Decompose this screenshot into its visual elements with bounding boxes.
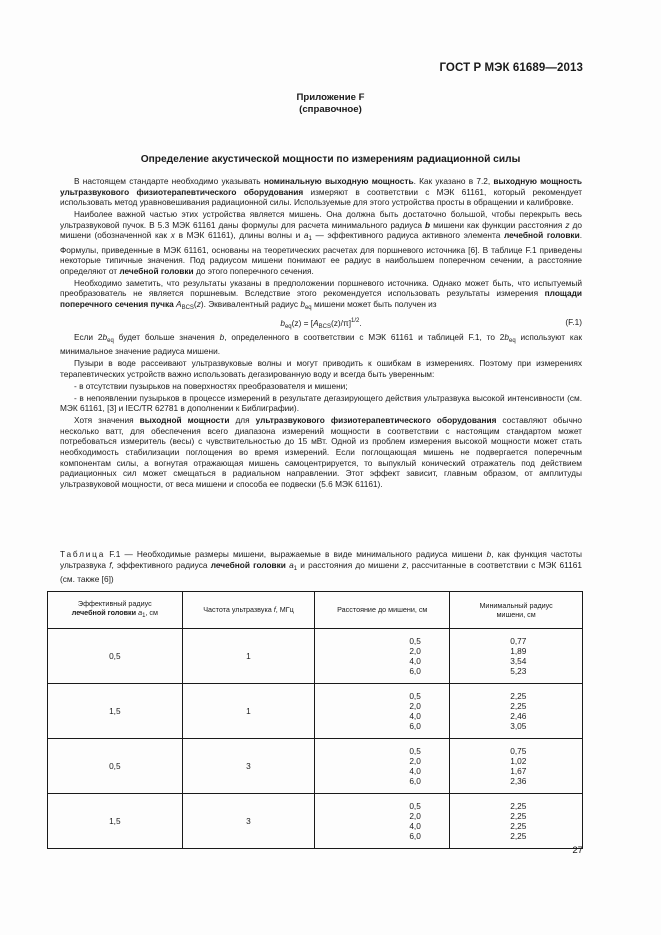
paragraph-8: Хотя значения выходной мощности для ультразвукового физиотерапевтического оборудования составляют обычно несколько ватт, для обеспечения всего диапазона измерений мощности в соответствии с настоящим стандартом может потребоваться измеритель (весы) с чувствительностью до 15 мВт. Одной из проблем измерения высокой мощности может стать необходимость стабилизации поглощения во время измерений. Если поглощающая мишень не подвергается поперечным компонентам силы, а вогнутая отражающая мишень самоцентрируется, то выпуклый конический отражатель под действием радиационных сил может смещаться в радиальном направлении. Этот эффект зависит, главным образом, от амплитуды ультразвуковой мощности, от веса мишени и способа ее подвески (5.6 МЭК 61161).: [60, 415, 582, 489]
cell-distances: 0,5 2,0 4,0 6,0: [315, 739, 450, 794]
header-min-radius: Минимальный радиус мишени, см: [450, 592, 583, 629]
header-effective-radius: Эффективный радиус лечебной головки $a_1$, см: [48, 592, 183, 629]
table-row: [48, 629, 583, 684]
cell-min-radius: 0,75 1,02 1,67 2,36: [450, 739, 583, 794]
section-title: Определение акустической мощности по измерениям радиационной силы: [140, 154, 521, 165]
appendix-label: Приложение F: [296, 92, 365, 103]
paragraph-5: Пузыри в воде рассеивают ультразвуковые волны и могут приводить к ошибкам в измерениях. Поэтому при измерениях терапевтических устройств важно использовать дегазированную воду и всегда быть уверенным:: [60, 358, 582, 379]
paragraph-6: - в отсутствии пузырьков на поверхностях преобразователя и мишени;: [74, 380, 348, 391]
table-row: [48, 739, 583, 794]
cell-distances: 0,5 2,0 4,0 6,0: [315, 794, 450, 849]
table-caption: Таблица F.1 — Необходимые размеры мишени, выражаемые в виде минимального радиуса мишени b, как функция частоты ультразвука f, эффективного радиуса лечебной головки $a_1$ и расстояния до мишени z, рассчитанные в соответствии с МЭК 61161 (см. также [6]): [60, 549, 583, 585]
paragraph-3: Необходимо заметить, что результаты указаны в предположении поршневого источника. Однако может быть, что испытуемый преобразователь не является поршневым. Вследствие этого рекомендуется использовать результаты измерения площади поперечного сечения пучка $A_{BCS}(z)$. Эквивалентный радиус $b_{eq}$ мишени может быть получен из: [60, 277, 582, 312]
appendix-type: (справочное): [299, 104, 362, 115]
paragraph-2: Наиболее важной частью этих устройства является мишень. Она должна быть достаточно большой, чтобы перекрыть весь ультразвуковой пучок. В 5.3 МЭК 61161 даны формулы для расчета минимального радиуса b мишени как функции расстояния z до мишени (обозначенной как x в МЭК 61161), длины волны и $a_1$ — эффективного радиуса активного элемента лечебной головки. Формулы, приведенные в МЭК 61161, основаны на теоретических расчетах для поршневого источника [6]. В таблице F.1 приведены некоторые типичные значения. Под радиусом мишени понимают ее радиус в наибольшем поперечном сечении, а расстояние определяют от лечебной головки до этого поперечного сечения.: [60, 209, 582, 276]
target-size-table: [47, 591, 583, 849]
cell-min-radius: 2,25 2,25 2,46 3,05: [450, 684, 583, 739]
header-distance: Расстояние до мишени, см: [315, 592, 450, 629]
formula-f1: $b_{eq}(z) = [A_{BCS}(z)/\pi]^{1/2}$. (F.1): [280, 316, 582, 331]
appendix-heading: [0, 92, 661, 116]
table-row: [48, 684, 583, 739]
table-row: [48, 794, 583, 849]
cell-radius: 1,5: [48, 684, 183, 739]
formula-number: (F.1): [565, 316, 582, 327]
paragraph-4: Если $2b_{eq}$ будет больше значения b, определенного в соответствии с МЭК 61161 и таблицей F.1, то $2b_{eq}$ используют как минимальное значение радиуса мишени.: [60, 331, 582, 357]
header-frequency: Частота ультразвука f, МГц: [182, 592, 315, 629]
cell-min-radius: 0,77 1,89 3,54 5,23: [450, 629, 583, 684]
body-text: [60, 176, 582, 491]
cell-frequency: 3: [182, 794, 315, 849]
cell-min-radius: 2,25 2,25 2,25 2,25: [450, 794, 583, 849]
cell-distances: 0,5 2,0 4,0 6,0: [315, 684, 450, 739]
cell-frequency: 3: [182, 739, 315, 794]
cell-radius: 1,5: [48, 794, 183, 849]
table-header-row: [48, 592, 583, 629]
paragraph-7: - в непоявлении пузырьков в процессе измерений в результате дегазирующего действия ультразвука высокой интенсивности (см. МЭК 61161, [3] и IEC/TR 62781 в дополнении к Библиграфии).: [60, 392, 582, 414]
cell-distances: 0,5 2,0 4,0 6,0: [315, 629, 450, 684]
page-number: 27: [572, 845, 583, 856]
cell-frequency: 1: [182, 684, 315, 739]
cell-radius: 0,5: [48, 739, 183, 794]
document-id-header: ГОСТ Р МЭК 61689—2013: [439, 62, 583, 74]
paragraph-1: В настоящем стандарте необходимо указывать номинальную выходную мощность. Как указано в 7.2, выходную мощность ультразвукового физиотерапевтического оборудования измеряют в соответствии с МЭК 61161, который рекомендует использовать метод уравновешивания радиационной силы. Используемые для этого устройства просты в обращении и калибровке.: [60, 176, 583, 208]
cell-radius: 0,5: [48, 629, 183, 684]
cell-frequency: 1: [182, 629, 315, 684]
